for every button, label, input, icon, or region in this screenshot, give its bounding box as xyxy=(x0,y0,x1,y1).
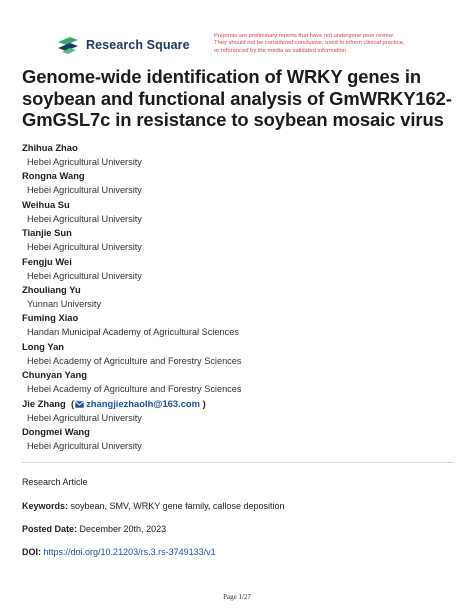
author-affiliation: Hebei Agricultural University xyxy=(27,185,142,196)
author-name: Weihua Su xyxy=(22,198,70,210)
keywords-label: Keywords: xyxy=(22,501,69,511)
author-entry xyxy=(22,284,462,312)
posted-date-value: December 20th, 2023 xyxy=(79,524,167,534)
author-entry xyxy=(22,369,462,397)
author-affiliation: Handan Municipal Academy of Agricultural Sciences xyxy=(27,327,239,338)
author-entry xyxy=(22,312,462,340)
author-name: Jie Zhang xyxy=(22,397,66,409)
author-name: Fengju Wei xyxy=(22,255,72,267)
author-affiliation: Hebei Academy of Agriculture and Forestry Sciences xyxy=(27,355,242,366)
author-entry xyxy=(22,341,462,369)
page-number: Page 1/27 xyxy=(223,593,251,601)
keywords-line xyxy=(22,501,284,511)
author-name: Tianjie Sun xyxy=(22,227,72,239)
email-paren-open: ( xyxy=(68,397,75,409)
author-affiliation: Hebei Academy of Agriculture and Forestry Sciences xyxy=(27,384,242,395)
author-name: Zhihua Zhao xyxy=(22,142,78,153)
author-entry xyxy=(22,199,462,227)
doi-link[interactable]: https://doi.org/10.21203/rs.3.rs-3749133/v1 xyxy=(43,547,216,557)
preprint-disclaimer xyxy=(214,33,434,55)
paper-title: Genome-wide identification of WRKY genes in soybean and functional analysis of GmWRKY162-GmGSL7c in resistance to soybean mosaic virus xyxy=(22,66,452,130)
author-entry xyxy=(22,142,462,170)
author-name: Zhouliang Yu xyxy=(22,283,81,295)
author-entry xyxy=(22,426,462,454)
author-affiliation: Hebei Agricultural University xyxy=(27,213,142,224)
author-affiliation: Yunnan University xyxy=(27,298,102,309)
section-divider xyxy=(22,462,454,463)
posted-date-line xyxy=(22,524,166,534)
author-name: Long Yan xyxy=(22,340,65,352)
author-name: Chunyan Yang xyxy=(22,369,87,381)
header xyxy=(56,33,474,62)
brand-name: Research Square xyxy=(86,38,190,52)
author-entry xyxy=(22,170,462,198)
disclaimer-line: Preprints are preliminary reports that have not undergone peer review. xyxy=(214,33,395,39)
research-square-logo[interactable] xyxy=(56,36,190,54)
article-type-label: Research Article xyxy=(22,477,88,487)
keywords-value: soybean, SMV, WRKY gene family, callose deposition xyxy=(70,501,285,511)
author-entry xyxy=(22,256,462,284)
email-paren-close: ) xyxy=(199,397,206,409)
author-name: Rongna Wang xyxy=(22,170,85,182)
author-affiliation: Hebei Agricultural University xyxy=(27,242,142,253)
author-affiliation: Hebei Agricultural University xyxy=(27,440,142,451)
research-square-logo-icon xyxy=(56,36,80,54)
posted-date-label: Posted Date: xyxy=(22,524,78,534)
author-affiliation: Hebei Agricultural University xyxy=(27,157,142,167)
author-entry xyxy=(22,227,462,255)
author-entry xyxy=(22,398,462,426)
doi-label: DOI: xyxy=(22,547,41,557)
envelope-icon xyxy=(75,401,84,408)
disclaimer-line: or referenced by the media as validated information. xyxy=(214,47,348,54)
disclaimer-line: They should not be considered conclusive, used to inform clinical practice, xyxy=(214,40,405,47)
author-affiliation: Hebei Agricultural University xyxy=(27,412,142,423)
author-name: Fuming Xiao xyxy=(22,312,79,324)
author-affiliation: Hebei Agricultural University xyxy=(27,270,142,281)
article-type xyxy=(22,477,88,487)
corresponding-author xyxy=(22,398,462,410)
author-name: Dongmei Wang xyxy=(22,425,90,437)
author-list xyxy=(22,142,462,454)
doi-line xyxy=(22,547,216,557)
author-email-link[interactable]: zhangjiezhaolh@163.com xyxy=(86,397,200,409)
